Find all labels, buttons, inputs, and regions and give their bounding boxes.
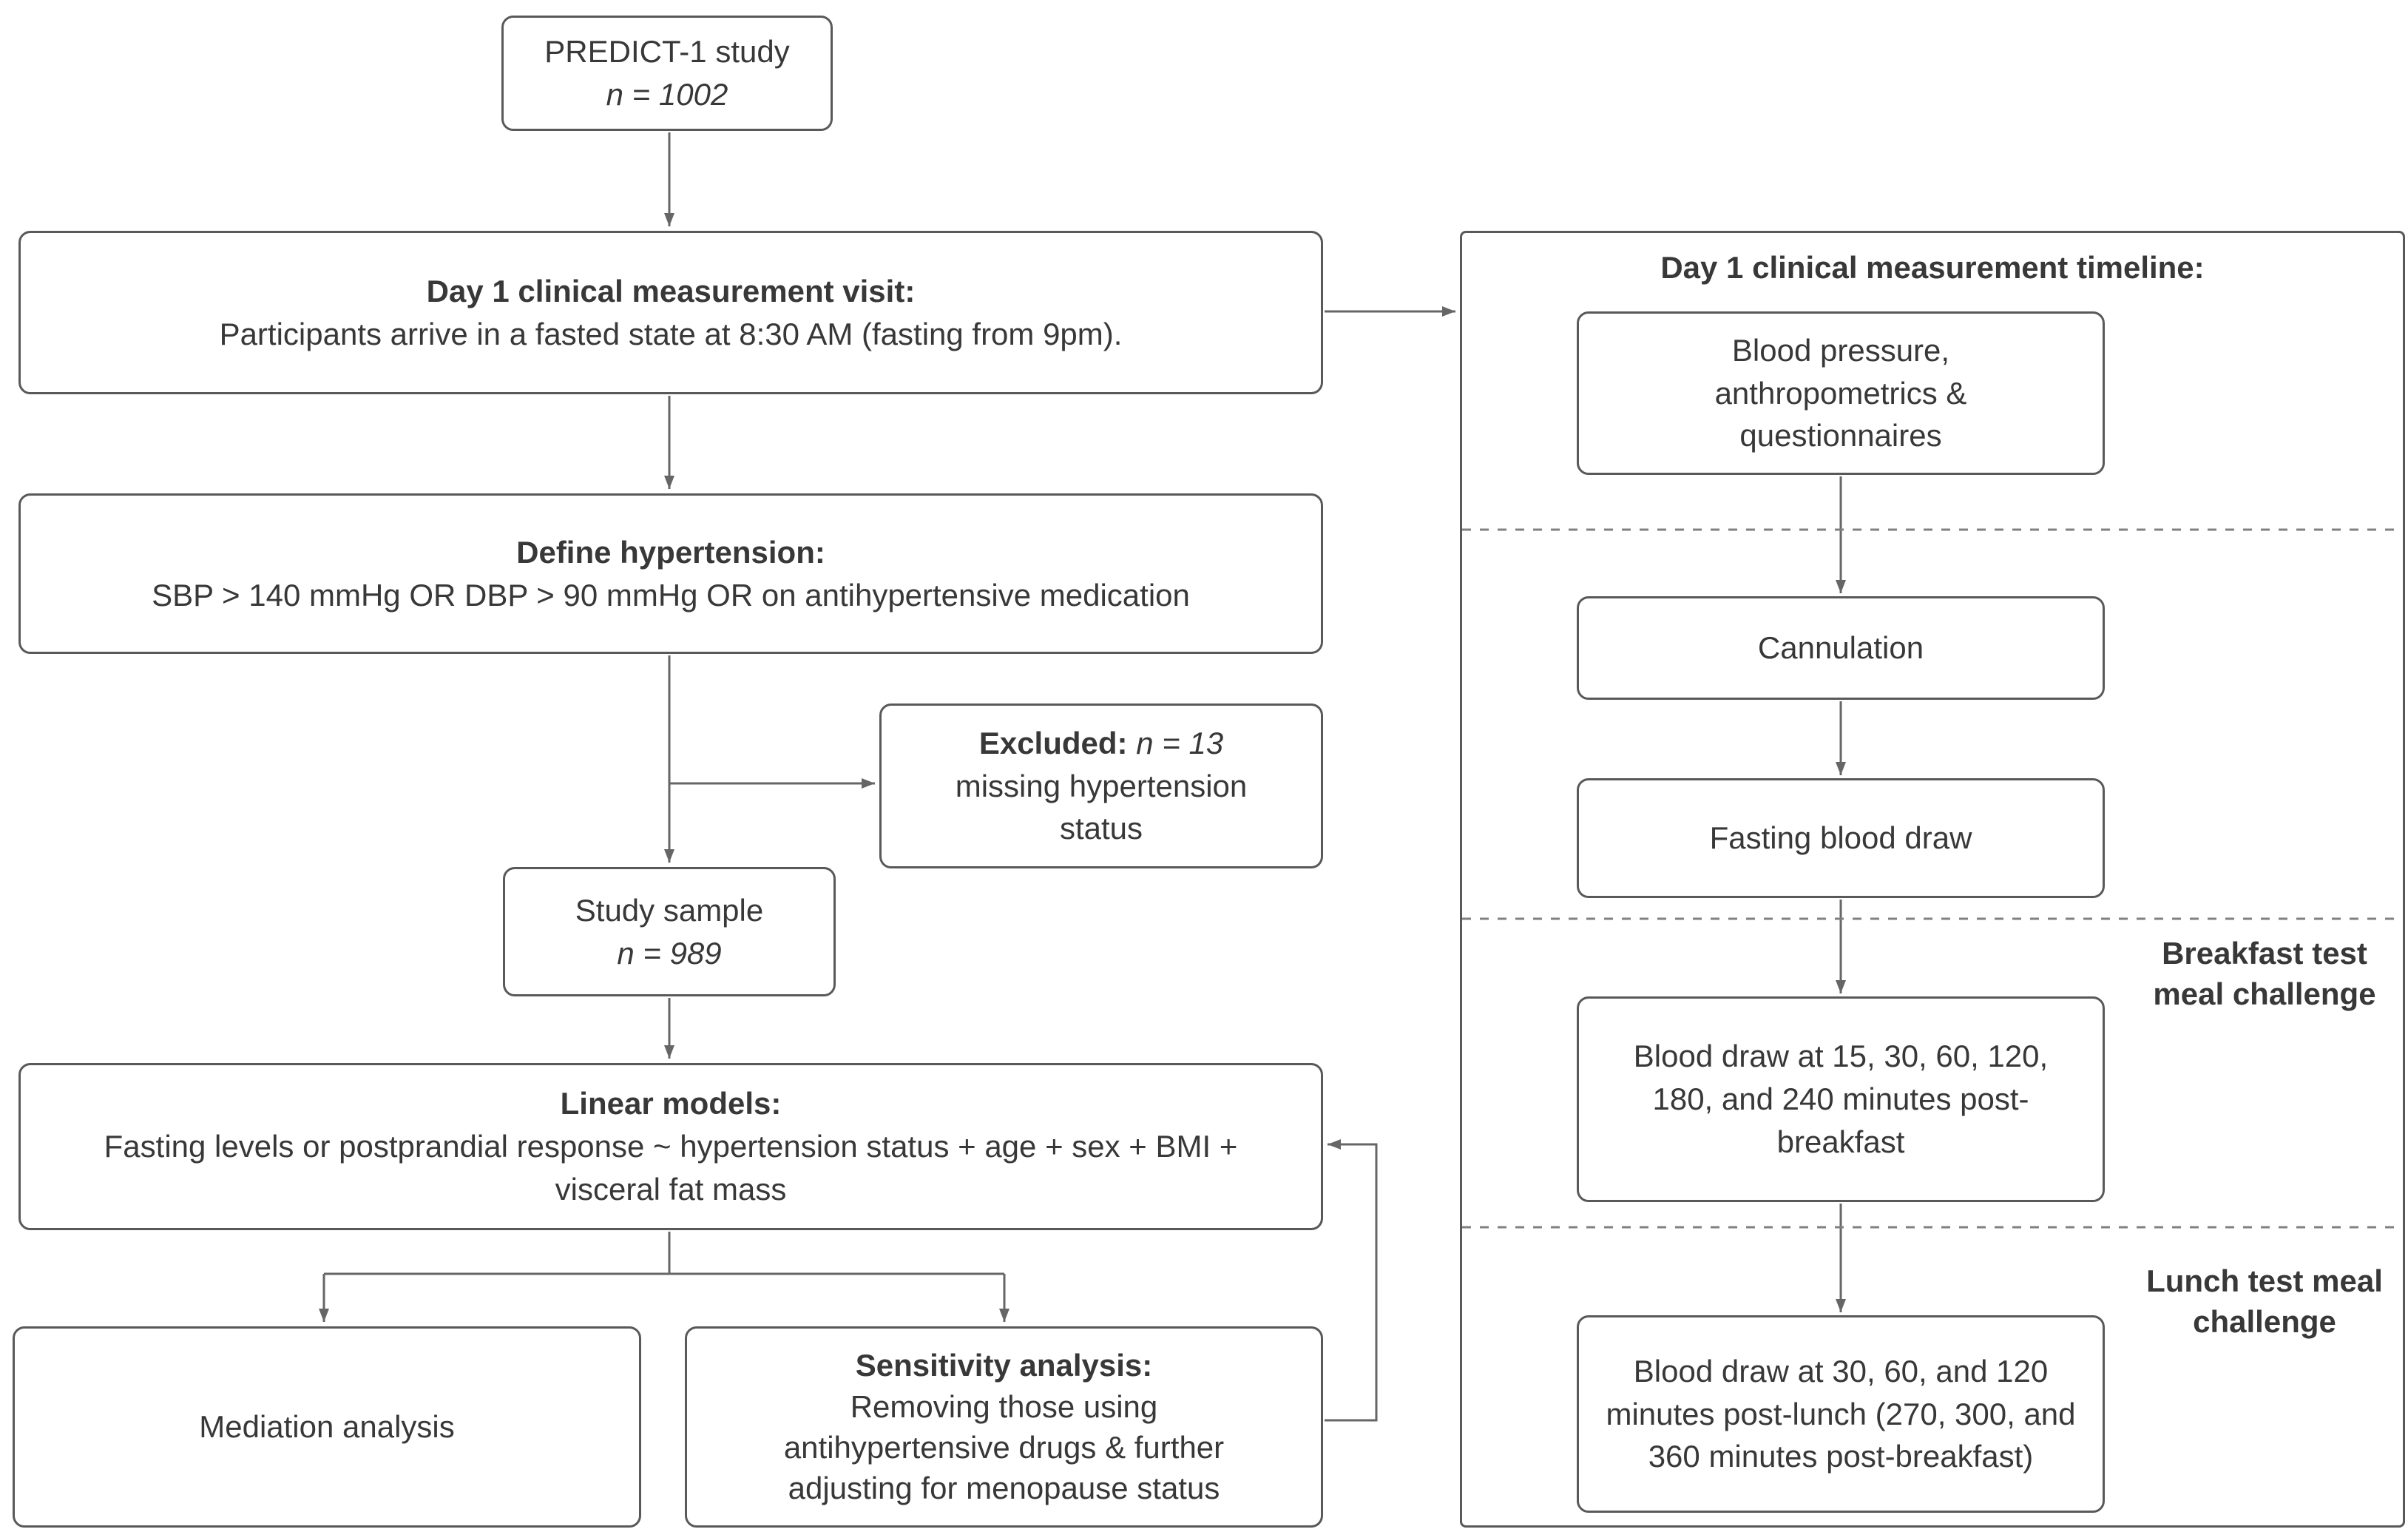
- node-sensitivity-analysis: [685, 1326, 1323, 1528]
- predict-study-name: PREDICT-1 study: [544, 34, 790, 70]
- sensitivity-analysis-title: Sensitivity analysis:: [855, 1348, 1153, 1383]
- timeline-step-breakfast-draws-label: Blood draw at 15, 30, 60, 120, 180, and 240 minutes post-breakfast: [1633, 1039, 2049, 1159]
- timeline-step-breakfast-draws: [1577, 996, 2105, 1202]
- excluded-headline: [979, 722, 1223, 765]
- timeline-step-lunch-draws-label: Blood draw at 30, 60, and 120 minutes post-lunch (270, 300, and 360 minutes post-breakfast): [1606, 1353, 2076, 1474]
- timeline-step-cannulation-label: Cannulation: [1757, 630, 1924, 666]
- day1-visit-body: Participants arrive in a fasted state at 8:30 AM (fasting from 9pm).: [219, 316, 1123, 351]
- study-sample-n: n = 989: [617, 935, 722, 971]
- timeline-step-fasting-blood-draw-label: Fasting blood draw: [1709, 820, 1972, 856]
- excluded-n: n = 13: [1136, 725, 1224, 760]
- define-hypertension-body: SBP > 140 mmHg OR DBP > 90 mmHg OR on antihypertensive medication: [152, 577, 1190, 613]
- timeline-step-lunch-draws: [1577, 1315, 2105, 1513]
- linear-models-body: Fasting levels or postprandial response ~ hypertension status + age + sex + BMI + visceral fat mass: [104, 1129, 1238, 1207]
- timeline-step-fasting-blood-draw: [1577, 778, 2105, 898]
- excluded-label: Excluded:: [978, 725, 1128, 760]
- timeline-step-cannulation: [1577, 596, 2105, 700]
- mediation-analysis-label: Mediation analysis: [199, 1409, 455, 1445]
- breakfast-phase-label: Breakfast test meal challenge: [2153, 936, 2376, 1011]
- linear-models-title: Linear models:: [560, 1086, 782, 1121]
- sensitivity-analysis-body: Removing those using antihypertensive drugs & further adjusting for menopause status: [783, 1388, 1225, 1506]
- study-sample-name: Study sample: [575, 892, 764, 928]
- node-predict-study: [501, 16, 833, 131]
- node-mediation-analysis: [13, 1326, 641, 1528]
- lunch-phase-label: Lunch test meal challenge: [2146, 1263, 2383, 1339]
- node-day1-visit: [18, 231, 1323, 394]
- node-define-hypertension: [18, 493, 1323, 654]
- timeline-title: Day 1 clinical measurement timeline:: [1660, 250, 2205, 285]
- node-linear-models: [18, 1063, 1323, 1230]
- excluded-reason: missing hypertension status: [955, 768, 1248, 846]
- define-hypertension-title: Define hypertension:: [516, 534, 825, 570]
- timeline-step-blood-pressure-label: Blood pressure, anthropometrics & questionnaires: [1714, 332, 1967, 453]
- day1-visit-title: Day 1 clinical measurement visit:: [426, 273, 916, 308]
- arrow-sensitivity-to-linear: [1325, 1144, 1376, 1420]
- predict-study-n: n = 1002: [606, 77, 728, 112]
- node-study-sample: [503, 867, 836, 996]
- timeline-step-blood-pressure: [1577, 311, 2105, 475]
- node-excluded: [879, 703, 1323, 868]
